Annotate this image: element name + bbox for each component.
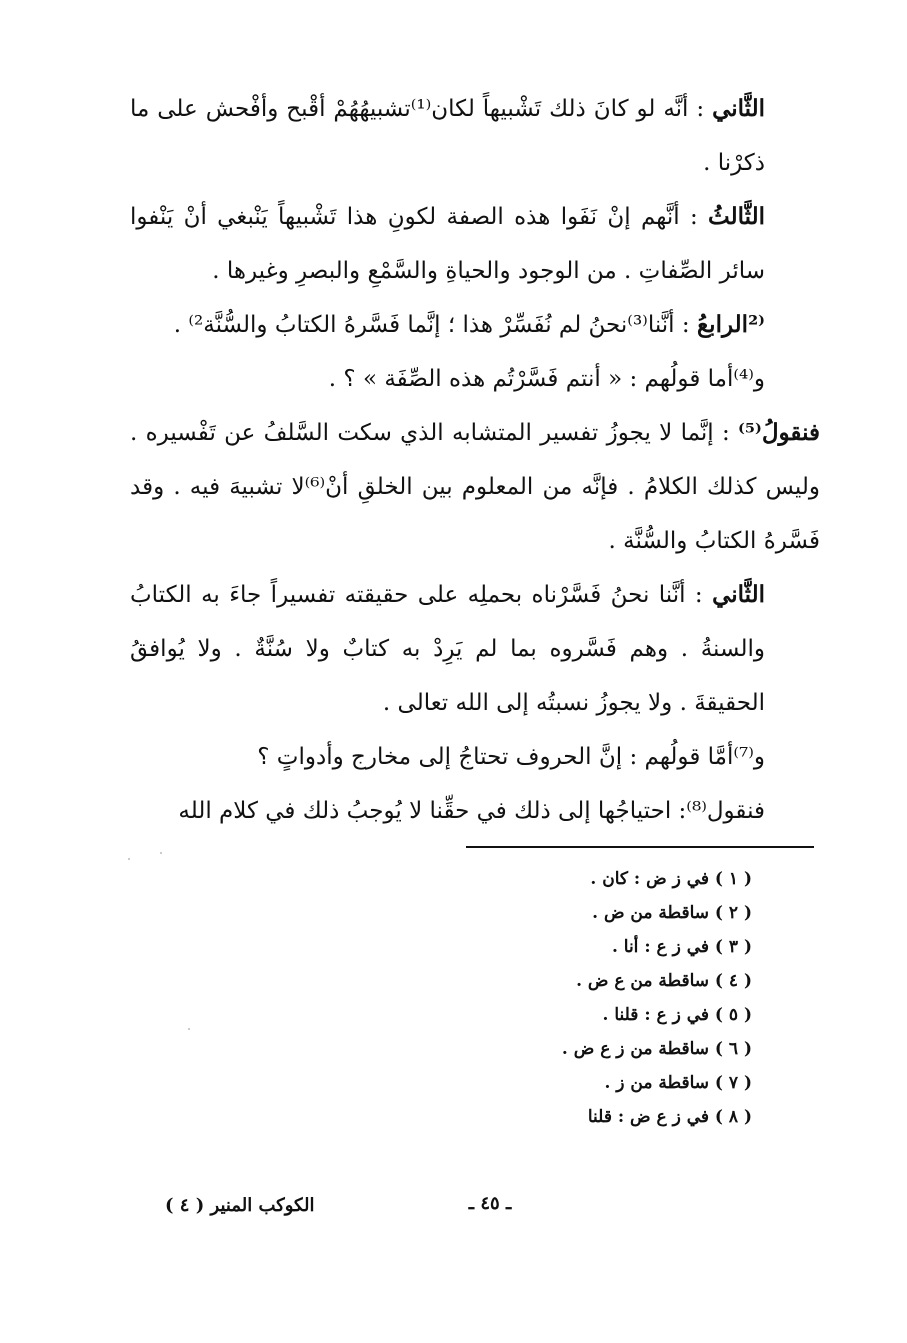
footnote: ( ٤ ) ساقطة من ع ض .	[576, 971, 752, 991]
scan-speck	[128, 858, 130, 860]
footnote: ( ٦ ) ساقطة من ز ع ض .	[561, 1039, 752, 1059]
paragraph	[130, 352, 820, 406]
scan-speck	[188, 1028, 190, 1030]
paragraph-text: : أنَّهم إنْ نَفَوا هذه الصفة لكونِ هذا تَشْبيهاً يَنْبغي أنْ يَنْفوا سائر الصِّفاتِ . من الوجود والحياةِ والسَّمْعِ والبصرِ وغيرها .	[130, 204, 765, 284]
paragraph-lead: ⁽²الرابعُ	[696, 311, 765, 338]
footnote-divider	[466, 846, 814, 848]
paragraph-text: : أنَّنا⁽³⁾نحنُ لم نُفَسِّرْ هذا ؛ إنَّما فَسَّرهُ الكتابُ والسُّنَّة²⁾ .	[173, 312, 690, 338]
paragraph-text: : أنَّه لو كانَ ذلك تَشْبيهاً لكان⁽¹⁾تشبيهُهُمْ أقْبح وأفْحش على ما ذكرْنا .	[130, 96, 765, 176]
paragraph-lead: فنقولُ⁽⁵⁾	[738, 419, 820, 446]
book-title: الكوكب المنير ( ٤ )	[165, 1195, 315, 1216]
scan-speck	[160, 852, 162, 854]
page-footer	[0, 1193, 907, 1233]
footnote: ( ٧ ) ساقطة من ز .	[604, 1073, 752, 1093]
footnote: ( ١ ) في ز ض : كان .	[590, 869, 752, 889]
paragraph-text: : إنَّما لا يجوزُ تفسير المتشابه الذي سكت السَّلفُ عن تَفْسيره . وليس كذلك الكلامُ . فإنَّه من المعلوم بين الخلقِ أنْ⁽⁶⁾لا تشبيهَ فيه . وقد فَسَّرهُ الكتابُ والسُّنَّة .	[130, 420, 820, 554]
paragraph	[130, 82, 820, 190]
paragraph	[130, 406, 820, 568]
paragraph-text: و⁽⁴⁾أما قولُهم : « أنتم فَسَّرْتُم هذه الصِّفَة » ؟ .	[328, 366, 765, 392]
paragraph-lead: الثَّاني	[712, 95, 765, 122]
footnote: ( ٢ ) ساقطة من ض .	[592, 903, 752, 923]
footnote: ( ٣ ) في ز ع : أنا .	[611, 937, 752, 957]
paragraph	[130, 730, 820, 784]
main-text	[130, 82, 820, 838]
paragraph-text: و⁽⁷⁾أمَّا قولُهم : إنَّ الحروف تحتاجُ إلى مخارج وأدواتٍ ؟	[257, 744, 765, 770]
paragraph-text: : أنَّنا نحنُ فَسَّرْناه بحملِه على حقيقته تفسيراً جاءَ به الكتابُ والسنةُ . وهم فَسَّروه بما لم يَرِدْ به كتابٌ ولا سُنَّةٌ . ولا يُوافقُ الحقيقةَ . ولا يجوزُ نسبتُه إلى الله تعالى .	[130, 582, 765, 716]
paragraph-text: فنقول⁽⁸⁾: احتياجُها إلى ذلك في حقِّنا لا يُوجبُ ذلك في كلام الله	[178, 798, 765, 824]
paragraph	[130, 190, 820, 298]
paragraph	[130, 568, 820, 730]
paragraph-lead: الثَّاني	[712, 581, 766, 608]
footnotes	[432, 862, 752, 1134]
footnote: ( ٨ ) في ز ع ض : قلنا	[587, 1107, 752, 1127]
paragraph-lead: الثَّالثُ	[708, 203, 765, 230]
paragraph	[130, 298, 820, 352]
footnote: ( ٥ ) في ز ع : قلنا .	[602, 1005, 752, 1025]
page-number: ـ ٤٥ ـ	[468, 1193, 512, 1214]
paragraph	[130, 784, 820, 838]
